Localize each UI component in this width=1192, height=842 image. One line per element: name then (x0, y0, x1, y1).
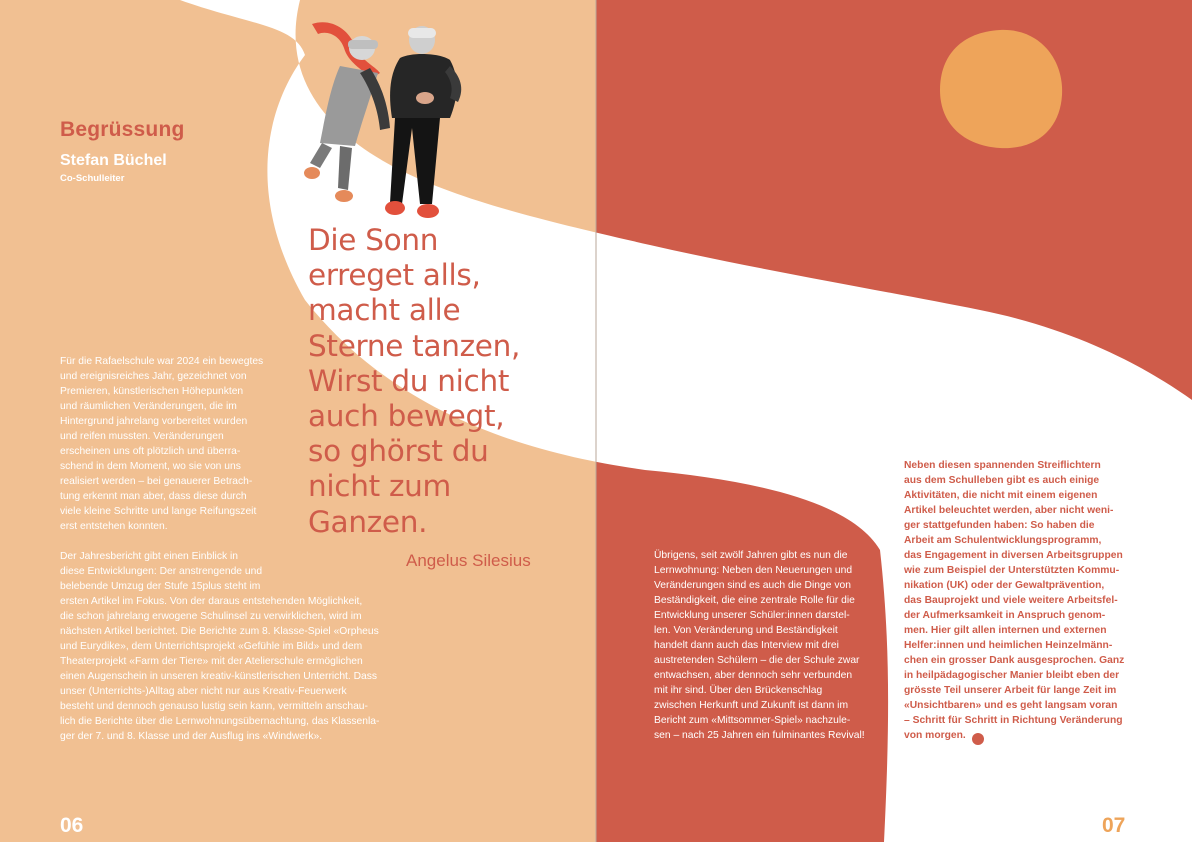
author-role: Co-Schulleiter (60, 173, 125, 184)
page-number-right: 07 (1102, 814, 1126, 837)
quote-text: Die Sonn erreget alls, macht alle Sterne tanzen, Wirst du nicht auch bewegt, so ghörst du nicht zum Ganzen. (308, 223, 521, 539)
intro-paragraph-2: Der Jahresbericht gibt einen Einblick in diese Entwicklungen: Der anstrengende und belebende Umzug der Stufe 15plus steht im ersten Artikel im Fokus. Von der daraus entstehenden Möglichkeit, die schon jahrelang erwogene Schulinsel zu verwirklichen, wird im nächsten Artikel berichtet. Die Berichte zum 8. Klasse-Spiel «Orpheus und Eurydike», dem Unterrichtsprojekt «Gefühle im Bild» und dem Theaterprojekt «Farm der Tiere» mit der Atelierschule ermöglichen einen Augenschein in unseren kreativ-künstlerischen Unterricht. Dass unser (Unterrichts-)Alltag aber nicht nur aus Kreativ-Feuerwerk besteht und dennoch genauso lustig sein kann, vermitteln anschau- lich die Berichte über die Lernwohnungsübernachtung, das Klassenla- ger der 7. und 8. Klasse und der Ausflug ins «Windwerk». (60, 551, 380, 742)
sun-blob-icon (940, 30, 1062, 148)
right-paragraph-1: Übrigens, seit zwölf Jahren gibt es nun die Lernwohnung: Neben den Neuerungen und Veränderungen sind es auch die Dinge von Beständigkeit, die eine zentrale Rolle für die Entwicklung unserer Schüler:innen darstel- len. Von Veränderung und Beständigkeit handelt dann auch das Interview mit drei austretenden Schülern – die der Schule zwar entwachsen, aber dennoch sehr verbunden mit ihr sind. Über den Brückenschlag zwischen Herkunft und Zukunft ist dann im Bericht zum «Mittsommer-Spiel» nachzule- sen – nach 25 Jahren ein fulminantes Revival! (654, 550, 865, 741)
quote-author: Angelus Silesius (406, 551, 531, 570)
two-people-dancing-photo (300, 18, 470, 233)
author-name: Stefan Büchel (60, 152, 167, 169)
intro-paragraph-1: Für die Rafaelschule war 2024 ein bewegtes und ereignisreiches Jahr, gezeichnet von Premieren, künstlerischen Höhepunkten und räumlichen Veränderungen, die im Hintergrund jahrelang vorbereitet wurden und reifen mussten. Veränderungen erscheinen uns oft plötzlich und überra- schend in dem Moment, wo sie von uns realisiert werden – bei genauerer Betrach- tung erkennt man aber, dass diese durch viele kleine Schritte und lange Reifungszeit erst entstehen konnten. (60, 356, 264, 532)
page-heading: Begrüssung (60, 118, 185, 141)
page-number-left: 06 (60, 814, 84, 837)
right-paragraph-2: Neben diesen spannenden Streiflichtern aus dem Schulleben gibt es auch einige Aktivitäten, die nicht mit einem eigenen Artikel beleuchtet werden, aber nicht weni- ger stattgefunden haben: So haben die Arbeit am Schulentwicklungsprogramm, das Engagement in diversen Arbeitsgruppen wie zum Beispiel der Unterstützten Kommu- nikation (UK) oder der Gewaltprävention, das Bauprojekt und viele weitere Arbeitsfel- der Aufmerksamkeit in Anspruch genom- men. Hier gilt allen internen und externen Helfer:innen und heimlichen Heinzelmänn- chen ein grosser Dank ausgesprochen. Ganz in heilpädagogischer Manier bleibt eben der grösste Teil unserer Arbeit für lange Zeit im «Unsichtbaren» und es geht langsam voran – Schritt für Schritt in Richtung Veränderung von morgen. (904, 460, 1125, 741)
